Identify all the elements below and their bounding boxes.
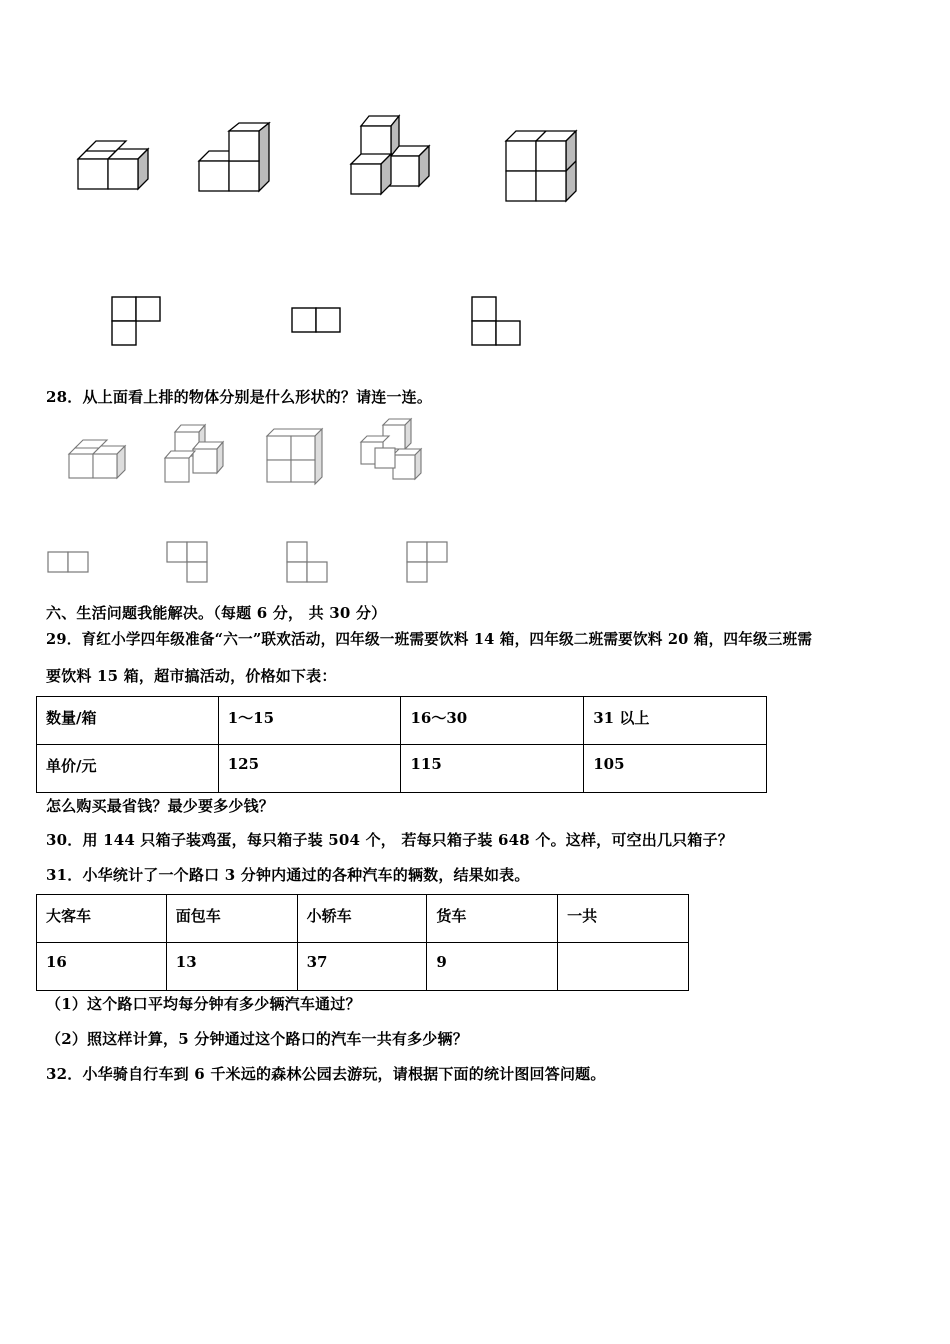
q28-view-shape-1 [47, 551, 93, 577]
q28-view-shape-3 [286, 541, 332, 585]
cube-figure-1 [76, 138, 152, 192]
table-row [37, 697, 767, 745]
table-row [37, 943, 689, 991]
table-cell: 数量/箱 [37, 697, 219, 745]
q28-view-shape-2 [166, 541, 212, 585]
table-cell: 面包车 [166, 895, 297, 943]
q28-cube-figure-2 [161, 423, 227, 485]
cube-figure-2 [197, 122, 273, 194]
q31-vehicle-table [36, 894, 689, 991]
q28-view-shape-4 [406, 541, 452, 585]
q28-cube-figure-4 [359, 418, 425, 482]
table-cell: 125 [218, 745, 401, 793]
view-shape-3 [471, 296, 525, 348]
q29-line2: 要饮料 15 箱，超市搞活动，价格如下表： [46, 667, 337, 685]
q29-price-table [36, 696, 767, 793]
table-cell: 一共 [558, 895, 689, 943]
table-row [37, 895, 689, 943]
view-shape-2 [291, 307, 345, 335]
table-cell: 小轿车 [297, 895, 427, 943]
q29-line1: 29．育红小学四年级准备“六一”联欢活动，四年级一班需要饮料 14 箱，四年级二班需要饮料 20 箱，四年级三班需 [46, 631, 813, 648]
q31-sub1: （1）这个路口平均每分钟有多少辆汽车通过？ [46, 995, 361, 1013]
table-cell: 9 [427, 943, 558, 991]
section6-heading: 六、生活问题我能解决。（每题 6 分， 共 30 分） [46, 604, 387, 622]
q28-prompt: 28．从上面看上排的物体分别是什么形状的？请连一连。 [46, 388, 433, 406]
view-shape-1 [111, 296, 163, 348]
q28-cube-figure-1 [67, 437, 127, 483]
q30-text: 30．用 144 只箱子装鸡蛋，每只箱子装 504 个， 若每只箱子装 648 个。这样，可空出几只箱子？ [46, 831, 733, 849]
q29-question: 怎么购买最省钱？最少要多少钱？ [46, 797, 275, 815]
table-cell: 13 [166, 943, 297, 991]
cube-figure-3 [349, 114, 435, 198]
table-cell: 37 [297, 943, 427, 991]
q32-text: 32．小华骑自行车到 6 千米远的森林公园去游玩，请根据下面的统计图回答问题。 [46, 1065, 606, 1083]
table-cell: 115 [401, 745, 584, 793]
table-cell: 105 [584, 745, 767, 793]
table-row [37, 745, 767, 793]
table-cell: 16～30 [401, 697, 584, 745]
table-cell: 16 [37, 943, 167, 991]
q31-text: 31．小华统计了一个路口 3 分钟内通过的各种汽车的辆数，结果如表。 [46, 866, 530, 884]
q31-sub2: （2）照这样计算，5 分钟通过这个路口的汽车一共有多少辆？ [46, 1030, 468, 1048]
table-cell [558, 943, 689, 991]
table-cell: 大客车 [37, 895, 167, 943]
q28-cube-figure-3 [265, 427, 323, 483]
table-cell: 货车 [427, 895, 558, 943]
table-cell: 单价/元 [37, 745, 219, 793]
cube-figure-4 [504, 129, 580, 205]
table-cell: 31 以上 [584, 697, 767, 745]
table-cell: 1～15 [218, 697, 401, 745]
